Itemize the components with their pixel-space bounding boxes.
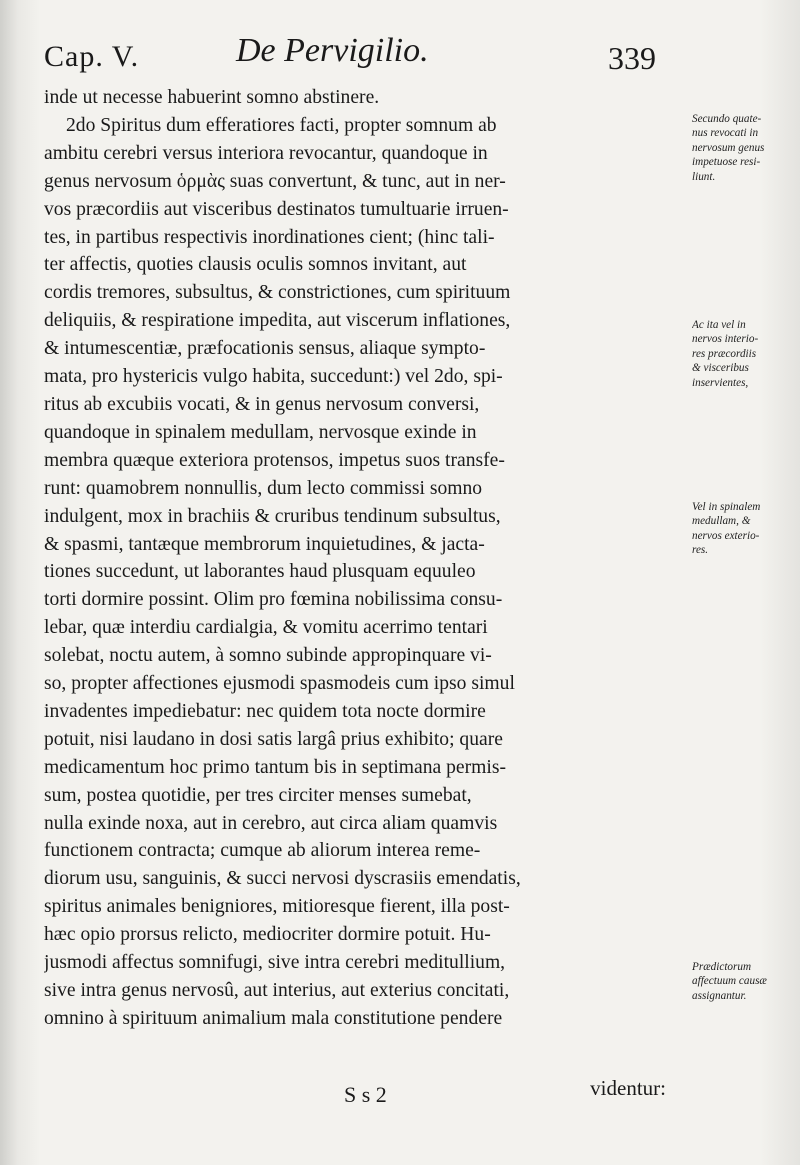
- margin-line: & visceribus: [692, 362, 749, 375]
- text-line: tes, in partibus respectivis inordinationes cient; (hinc tali-: [44, 226, 495, 248]
- margin-line: liunt.: [692, 170, 716, 183]
- text-line: nulla exinde noxa, aut in cerebro, aut circa aliam quamvis: [44, 812, 498, 834]
- marginal-note: [692, 500, 792, 558]
- margin-line: assignantur.: [692, 989, 747, 1002]
- margin-line: nervosum genus: [692, 141, 765, 154]
- text-line: ter affectis, quoties clausis oculis somnos invitant, aut: [44, 254, 467, 276]
- text-line: invadentes impediebatur: nec quidem tota nocte dormire: [44, 700, 486, 722]
- text-line: indulgent, mox in brachiis & cruribus tendinum subsultus,: [44, 505, 501, 527]
- text-line: spiritus animales benigniores, mitioresque fierent, illa post-: [44, 896, 510, 918]
- page-title: De Pervigilio.: [236, 32, 429, 69]
- text-line: mata, pro hystericis vulgo habita, succedunt:) vel 2do, spi-: [44, 366, 503, 388]
- margin-line: Ac ita vel in: [692, 319, 746, 331]
- chapter-label: Cap. V.: [44, 40, 140, 73]
- margin-line: res præcordiis: [692, 347, 757, 360]
- marginal-note: [692, 318, 792, 390]
- margin-line: nus revocati in: [692, 127, 759, 140]
- text-line: ritus ab excubiis vocati, & in genus nervosum conversi,: [44, 393, 480, 415]
- margin-line: inservientes,: [692, 376, 749, 389]
- margin-line: Vel in spinalem: [692, 501, 761, 513]
- text-line: membra quæque exteriora protensos, impetus suos transfe-: [44, 449, 505, 471]
- text-line: cordis tremores, subsultus, & constrictiones, cum spirituum: [44, 282, 511, 304]
- text-line: sum, postea quotidie, per tres circiter menses sumebat,: [44, 784, 472, 806]
- page-number: 339: [608, 40, 656, 76]
- catchword: videntur:: [590, 1076, 666, 1100]
- margin-line: Prædictorum: [692, 961, 752, 973]
- text-line: vos præcordiis aut visceribus destinatos tumultuarie irruen-: [44, 198, 509, 220]
- text-line: & intumescentiæ, præfocationis sensus, aliaque sympto-: [44, 338, 486, 360]
- margin-line: nervos interio-: [692, 333, 759, 346]
- text-line: lebar, quæ interdiu cardialgia, & vomitu acerrimo tentari: [44, 617, 488, 639]
- text-line: diorum usu, sanguinis, & succi nervosi dyscrasiis emendatis,: [44, 868, 521, 890]
- text-line: & spasmi, tantæque membrorum inquietudines, & jacta-: [44, 533, 485, 555]
- signature-mark: S s 2: [344, 1082, 387, 1107]
- text-line: medicamentum hoc primo tantum bis in septimana permis-: [44, 756, 506, 778]
- text-line: solebat, noctu autem, à somno subinde appropinquare vi-: [44, 645, 492, 667]
- text-line: 2do Spiritus dum efferatiores facti, propter somnum ab: [66, 114, 497, 136]
- margin-line: Secundo quate-: [692, 113, 762, 125]
- text-line: sive intra genus nervosû, aut interius, aut exterius concitati,: [44, 980, 510, 1001]
- text-line: jusmodi affectus somnifugi, sive intra cerebri meditullium,: [44, 952, 506, 974]
- margin-line: affectuum causæ: [692, 975, 767, 988]
- text-line: potuit, nisi laudano in dosi satis largâ prius exhibito; quare: [44, 728, 503, 750]
- text-line: deliquiis, & respiratione impedita, aut viscerum inflationes,: [44, 310, 511, 332]
- margin-line: nervos exterio-: [692, 529, 760, 542]
- text-line: omnino à spirituum animalium mala constitutione pendere: [44, 1007, 503, 1029]
- text-line: ambitu cerebri versus interiora revocantur, quandoque in: [44, 142, 488, 164]
- text-line: torti dormire possint. Olim pro fœmina nobilissima consu-: [44, 589, 503, 611]
- text-line: tiones succedunt, ut laborantes haud plusquam equuleo: [44, 561, 476, 583]
- marginal-note: [692, 960, 792, 1003]
- margin-line: res.: [692, 544, 709, 557]
- running-header: [40, 22, 760, 82]
- text-line: quandoque in spinalem medullam, nervosque exinde in: [44, 421, 477, 443]
- text-line: functionem contracta; cumque ab aliorum interea reme-: [44, 840, 481, 862]
- text-line: runt: quamobrem nonnullis, dum lecto commissi somno: [44, 477, 483, 499]
- marginal-note: [692, 112, 792, 184]
- margin-line: impetuose resi-: [692, 156, 761, 169]
- text-line: so, propter affectiones ejusmodi spasmodeis cum ipso simul: [44, 673, 515, 695]
- page-footer: [44, 1076, 666, 1120]
- main-text-block: [44, 84, 666, 1033]
- text-line: hæc opio prorsus relicto, mediocriter dormire potuit. Hu-: [44, 924, 491, 946]
- text-line: genus nervosum ὁρμὰς suas convertunt, & tunc, aut in ner-: [44, 170, 506, 192]
- text-line: inde ut necesse habuerint somno abstinere.: [44, 87, 380, 108]
- margin-line: medullam, &: [692, 515, 751, 528]
